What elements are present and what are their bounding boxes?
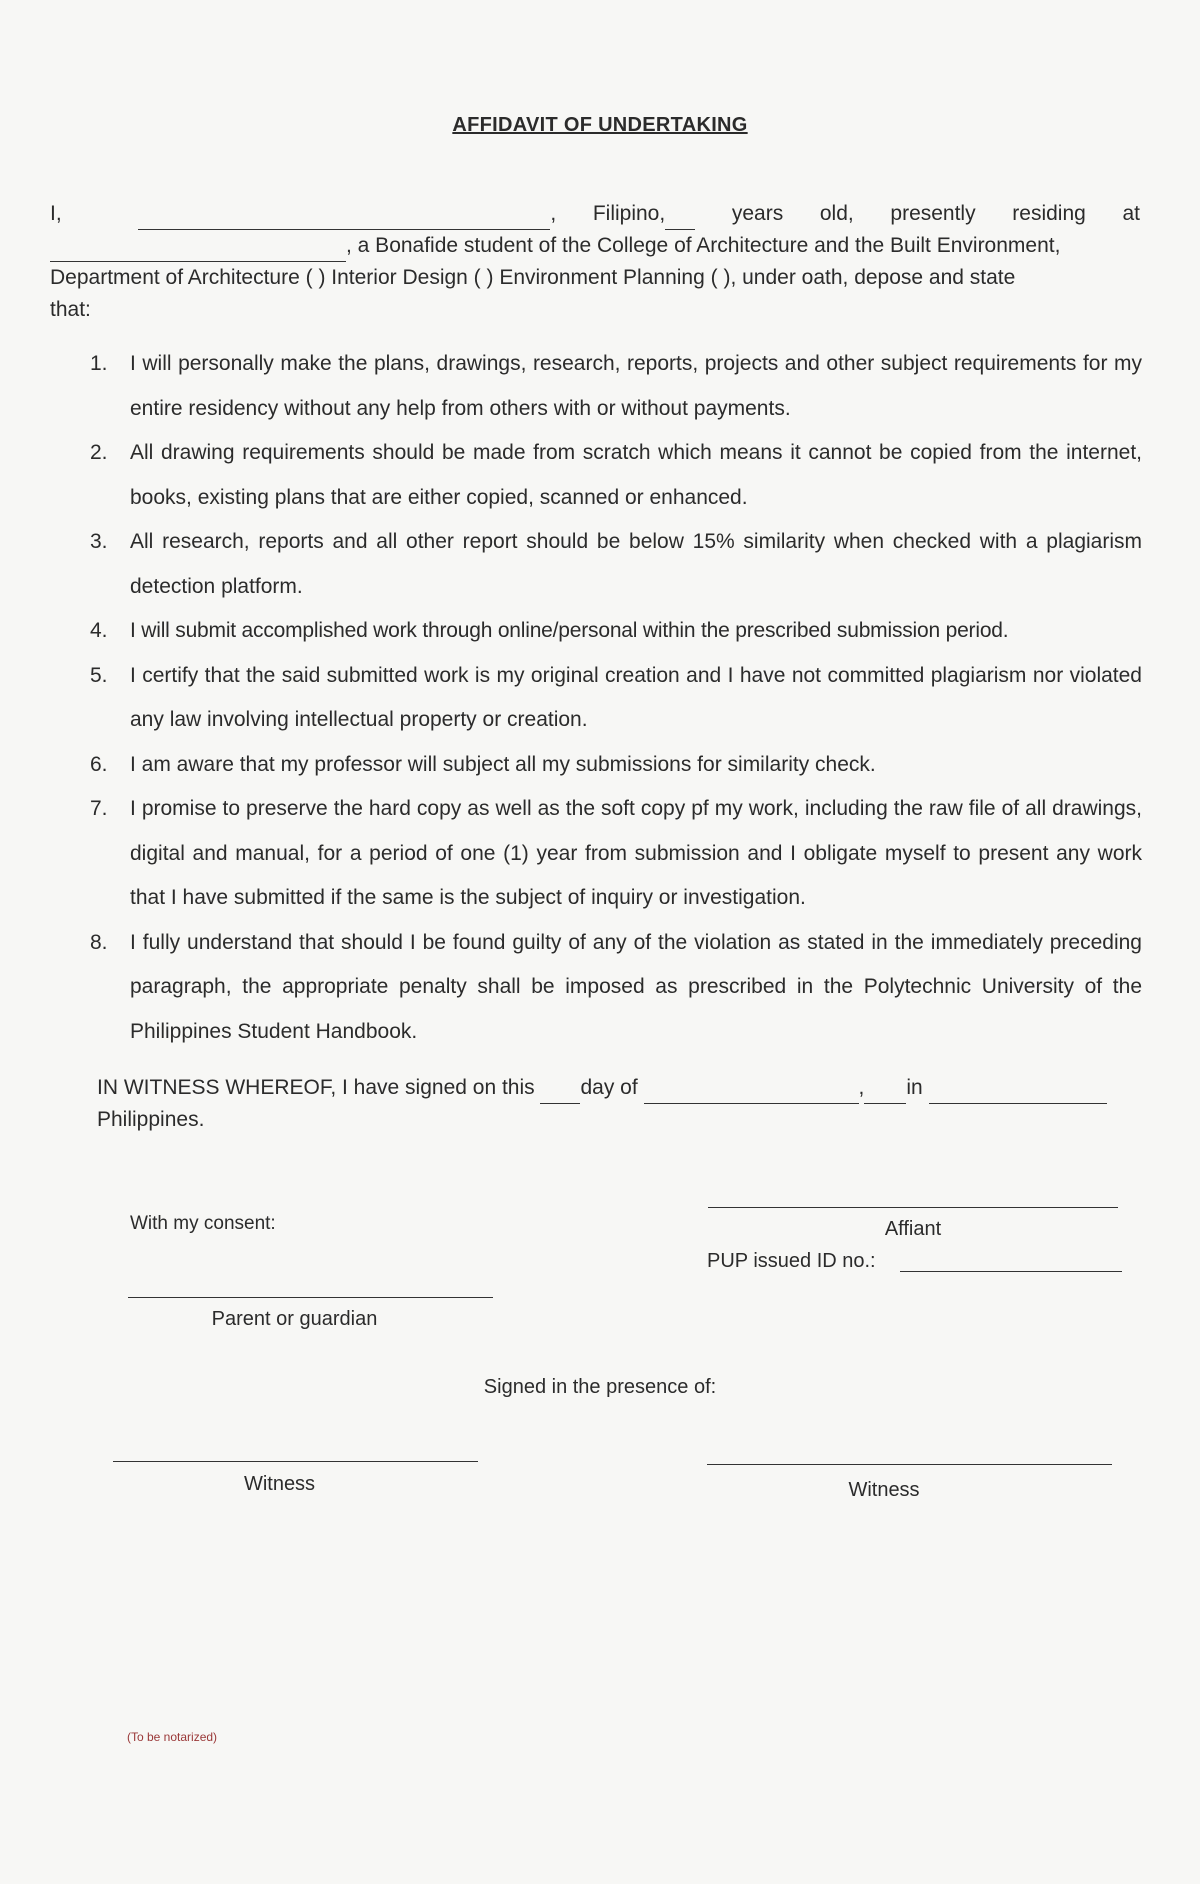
year-blank[interactable]: [864, 1081, 906, 1104]
witness-text-3: ,: [858, 1076, 865, 1099]
affiant-label: Affiant: [884, 1218, 942, 1240]
witness-line-2: Philippines.: [97, 1108, 205, 1131]
name-field-group: [138, 198, 556, 230]
list-item-number: 6.: [90, 752, 108, 776]
name-blank[interactable]: [138, 207, 550, 230]
notarized-note: (To be notarized): [127, 1730, 218, 1744]
parent-signature-line[interactable]: [128, 1297, 493, 1298]
consent-label: With my consent:: [130, 1213, 276, 1234]
age-blank[interactable]: [665, 207, 695, 230]
witness-text-2: day of: [580, 1076, 644, 1099]
presence-label: Signed in the presence of:: [483, 1376, 717, 1398]
list-item-text: All drawing requirements should be made from scratch which means it cannot be copied from the internet, books, existing plans that are either copied, scanned or enhanced.: [130, 441, 1142, 509]
list-item-text: I promise to preserve the hard copy as well as the soft copy pf my work, including the raw file of all drawings, digital and manual, for a period of one (1) year from submission and I obligate myself to present any work that I have submitted if the same is the subject of inquiry or investigation.: [130, 797, 1142, 909]
filipino-group: [593, 198, 695, 230]
list-item-number: 3.: [90, 530, 108, 553]
witness-text-1: IN WITNESS WHEREOF, I have signed on this: [97, 1076, 541, 1099]
list-item: [90, 609, 1142, 654]
month-blank[interactable]: [644, 1081, 859, 1104]
address-blank[interactable]: [50, 239, 346, 262]
years-word: years: [731, 202, 784, 225]
undertaking-list: [90, 342, 1142, 1054]
list-item: [90, 787, 1142, 921]
witness-left-label: Witness: [243, 1473, 316, 1495]
list-item: [90, 431, 1142, 520]
pup-id-label: PUP issued ID no.:: [707, 1250, 876, 1272]
list-item-text: All research, reports and all other report should be below 15% similarity when checked with a plagiarism detection platform.: [130, 530, 1142, 598]
list-item: [90, 520, 1142, 609]
intro-line-2: [50, 230, 1140, 262]
list-item-number: 2.: [90, 441, 108, 464]
witness-paragraph: [97, 1072, 1145, 1136]
intro-paragraph: [50, 198, 1140, 326]
list-item-number: 4.: [90, 619, 108, 642]
presently-word: presently: [890, 202, 976, 225]
at-word: at: [1122, 202, 1140, 225]
pup-id-line[interactable]: [900, 1271, 1122, 1272]
parent-label: Parent or guardian: [211, 1308, 378, 1330]
day-blank[interactable]: [540, 1081, 580, 1104]
witness-text-4: in: [906, 1076, 929, 1099]
intro-pronoun: I,: [50, 202, 62, 225]
list-item: [90, 654, 1142, 743]
list-item: [90, 921, 1142, 1055]
list-item-number: 1.: [90, 352, 108, 375]
place-blank[interactable]: [929, 1081, 1107, 1104]
name-comma: ,: [550, 202, 557, 225]
list-item-number: 8.: [90, 930, 108, 954]
old-word: old,: [819, 202, 854, 225]
list-item: [90, 342, 1142, 431]
list-item-text: I am aware that my professor will subject all my submissions for similarity check.: [130, 752, 876, 776]
witness-right-label: Witness: [848, 1479, 920, 1501]
list-item-text: I fully understand that should I be found guilty of any of the violation as stated in the immediately preceding paragraph, the appropriate penalty shall be imposed as prescribed in the Polytechnic University of the Philippines Student Handbook.: [130, 930, 1142, 1043]
intro-line-4: that:: [50, 298, 91, 321]
intro-line-1: [50, 198, 1140, 230]
list-item: [90, 743, 1142, 788]
witness-left-line[interactable]: [113, 1461, 478, 1462]
document-title: AFFIDAVIT OF UNDERTAKING: [452, 114, 748, 136]
witness-right-line[interactable]: [707, 1464, 1112, 1465]
affiant-signature-line[interactable]: [708, 1207, 1118, 1208]
list-item-text: I certify that the said submitted work is my original creation and I have not committed plagiarism nor violated any law involving intellectual property or creation.: [130, 663, 1142, 731]
list-item-number: 7.: [90, 797, 108, 820]
list-item-text: I will personally make the plans, drawings, research, reports, projects and other subject requirements for my entire residency without any help from others with or without payments.: [130, 352, 1142, 420]
intro-line-2-text: , a Bonafide student of the College of Architecture and the Built Environment,: [346, 234, 1061, 257]
intro-line-3: Department of Architecture ( ) Interior Design ( ) Environment Planning ( ), under oath, depose and state: [50, 266, 1016, 289]
witness-line-1: [97, 1072, 1145, 1104]
residing-word: residing: [1012, 202, 1086, 225]
list-item-number: 5.: [90, 663, 108, 687]
filipino-text: Filipino,: [592, 202, 666, 225]
list-item-text: I will submit accomplished work through online/personal within the prescribed submission period.: [130, 619, 1009, 642]
